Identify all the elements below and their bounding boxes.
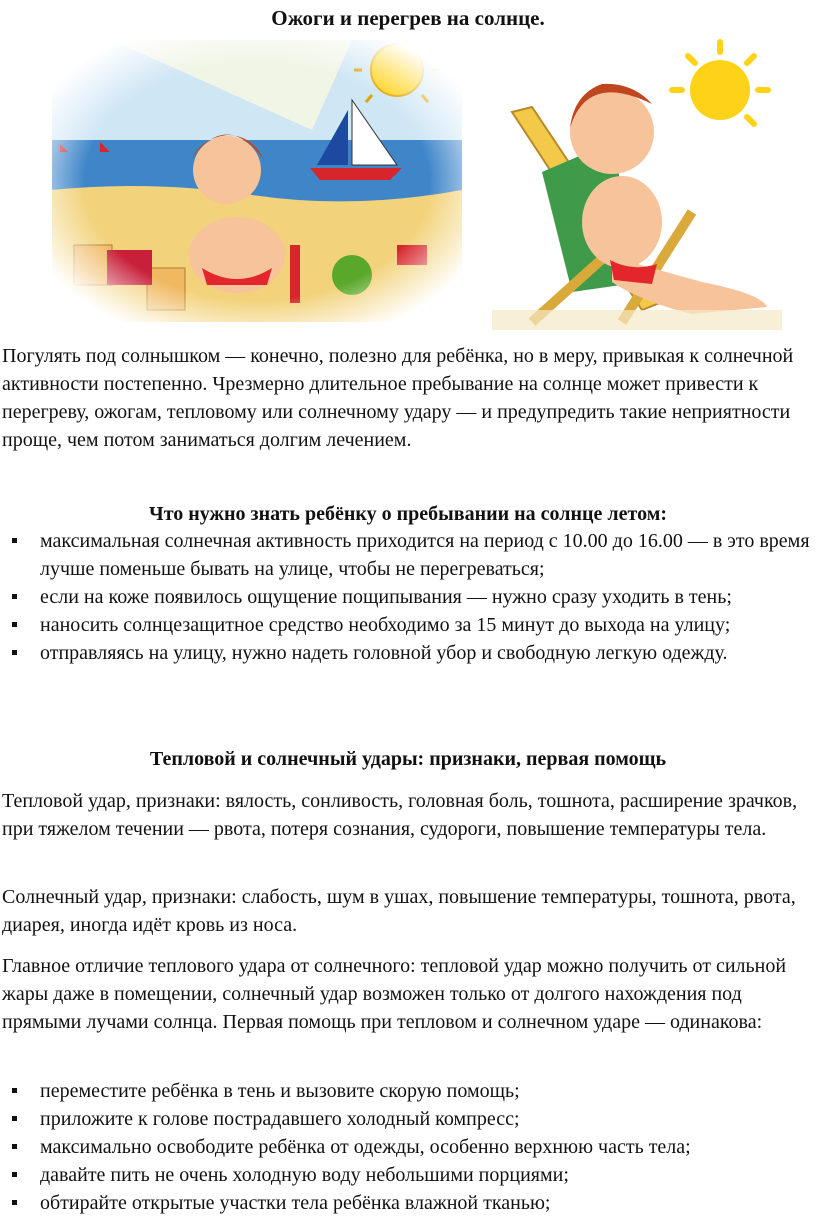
first-aid-list: [0, 1077, 816, 1217]
sun-icon: [690, 60, 750, 120]
list-item: переместите ребёнка в тень и вызовите скорую помощь;: [0, 1077, 816, 1105]
intro-paragraph: Погулять под солнышком — конечно, полезно для ребёнка, но в меру, привыкая к солнечной активности постепенно. Чрезмерно длительное пребывание на солнце может привести к перегреву, ожогам, тепловому или солнечному удару — и предупредить такие неприятности проще, чем потом заниматься долгим лечением.: [2, 345, 794, 451]
list-item: обтирайте открытые участки тела ребёнка влажной тканью;: [0, 1189, 816, 1217]
sunstroke-signs-paragraph: Солнечный удар, признаки: слабость, шум в ушах, повышение температуры, тошнота, рвота, диарея, иногда идёт кровь из носа.: [2, 886, 796, 936]
list-item: максимально освободите ребёнка от одежды, особенно верхнюю часть тела;: [0, 1133, 816, 1161]
list-item: наносить солнцезащитное средство необходимо за 15 минут до выхода на улицу;: [0, 611, 816, 639]
difference-paragraph: Главное отличие теплового удара от солнечного: тепловой удар можно получить от сильной жары даже в помещении, солнечный удар возможен только от долгого нахождения под прямыми лучами солнца. Первая помощь при тепловом и солнечном ударе — одинакова:: [2, 955, 787, 1033]
deckchair-scene-illustration: [492, 32, 782, 330]
list-item: давайте пить не очень холодную воду небольшими порциями;: [0, 1161, 816, 1189]
summer-tips-list: [0, 527, 816, 667]
list-item: если на коже появилось ощущение пощипывания — нужно сразу уходить в тень;: [0, 583, 816, 611]
heatstroke-signs-paragraph: Тепловой удар, признаки: вялость, сонливость, головная боль, тошнота, расширение зрачков, при тяжелом течении — рвота, потеря сознания, судороги, повышение температуры тела.: [2, 790, 798, 840]
list-item: приложите к голове пострадавшего холодный компресс;: [0, 1105, 816, 1133]
beach-scene-illustration: [52, 40, 462, 322]
page-title: Ожоги и перегрев на солнце.: [271, 6, 545, 30]
list-item: отправляясь на улицу, нужно надеть головной убор и свободную легкую одежду.: [0, 639, 816, 667]
list-item: максимальная солнечная активность приходится на период с 10.00 до 16.00 — в это время лучше поменьше бывать на улице, чтобы не перегреваться;: [0, 527, 816, 583]
section-heading-heatstroke: Тепловой и солнечный удары: признаки, первая помощь: [149, 748, 667, 770]
section-heading-summer-tips: Что нужно знать ребёнку о пребывании на солнце летом:: [149, 503, 667, 525]
